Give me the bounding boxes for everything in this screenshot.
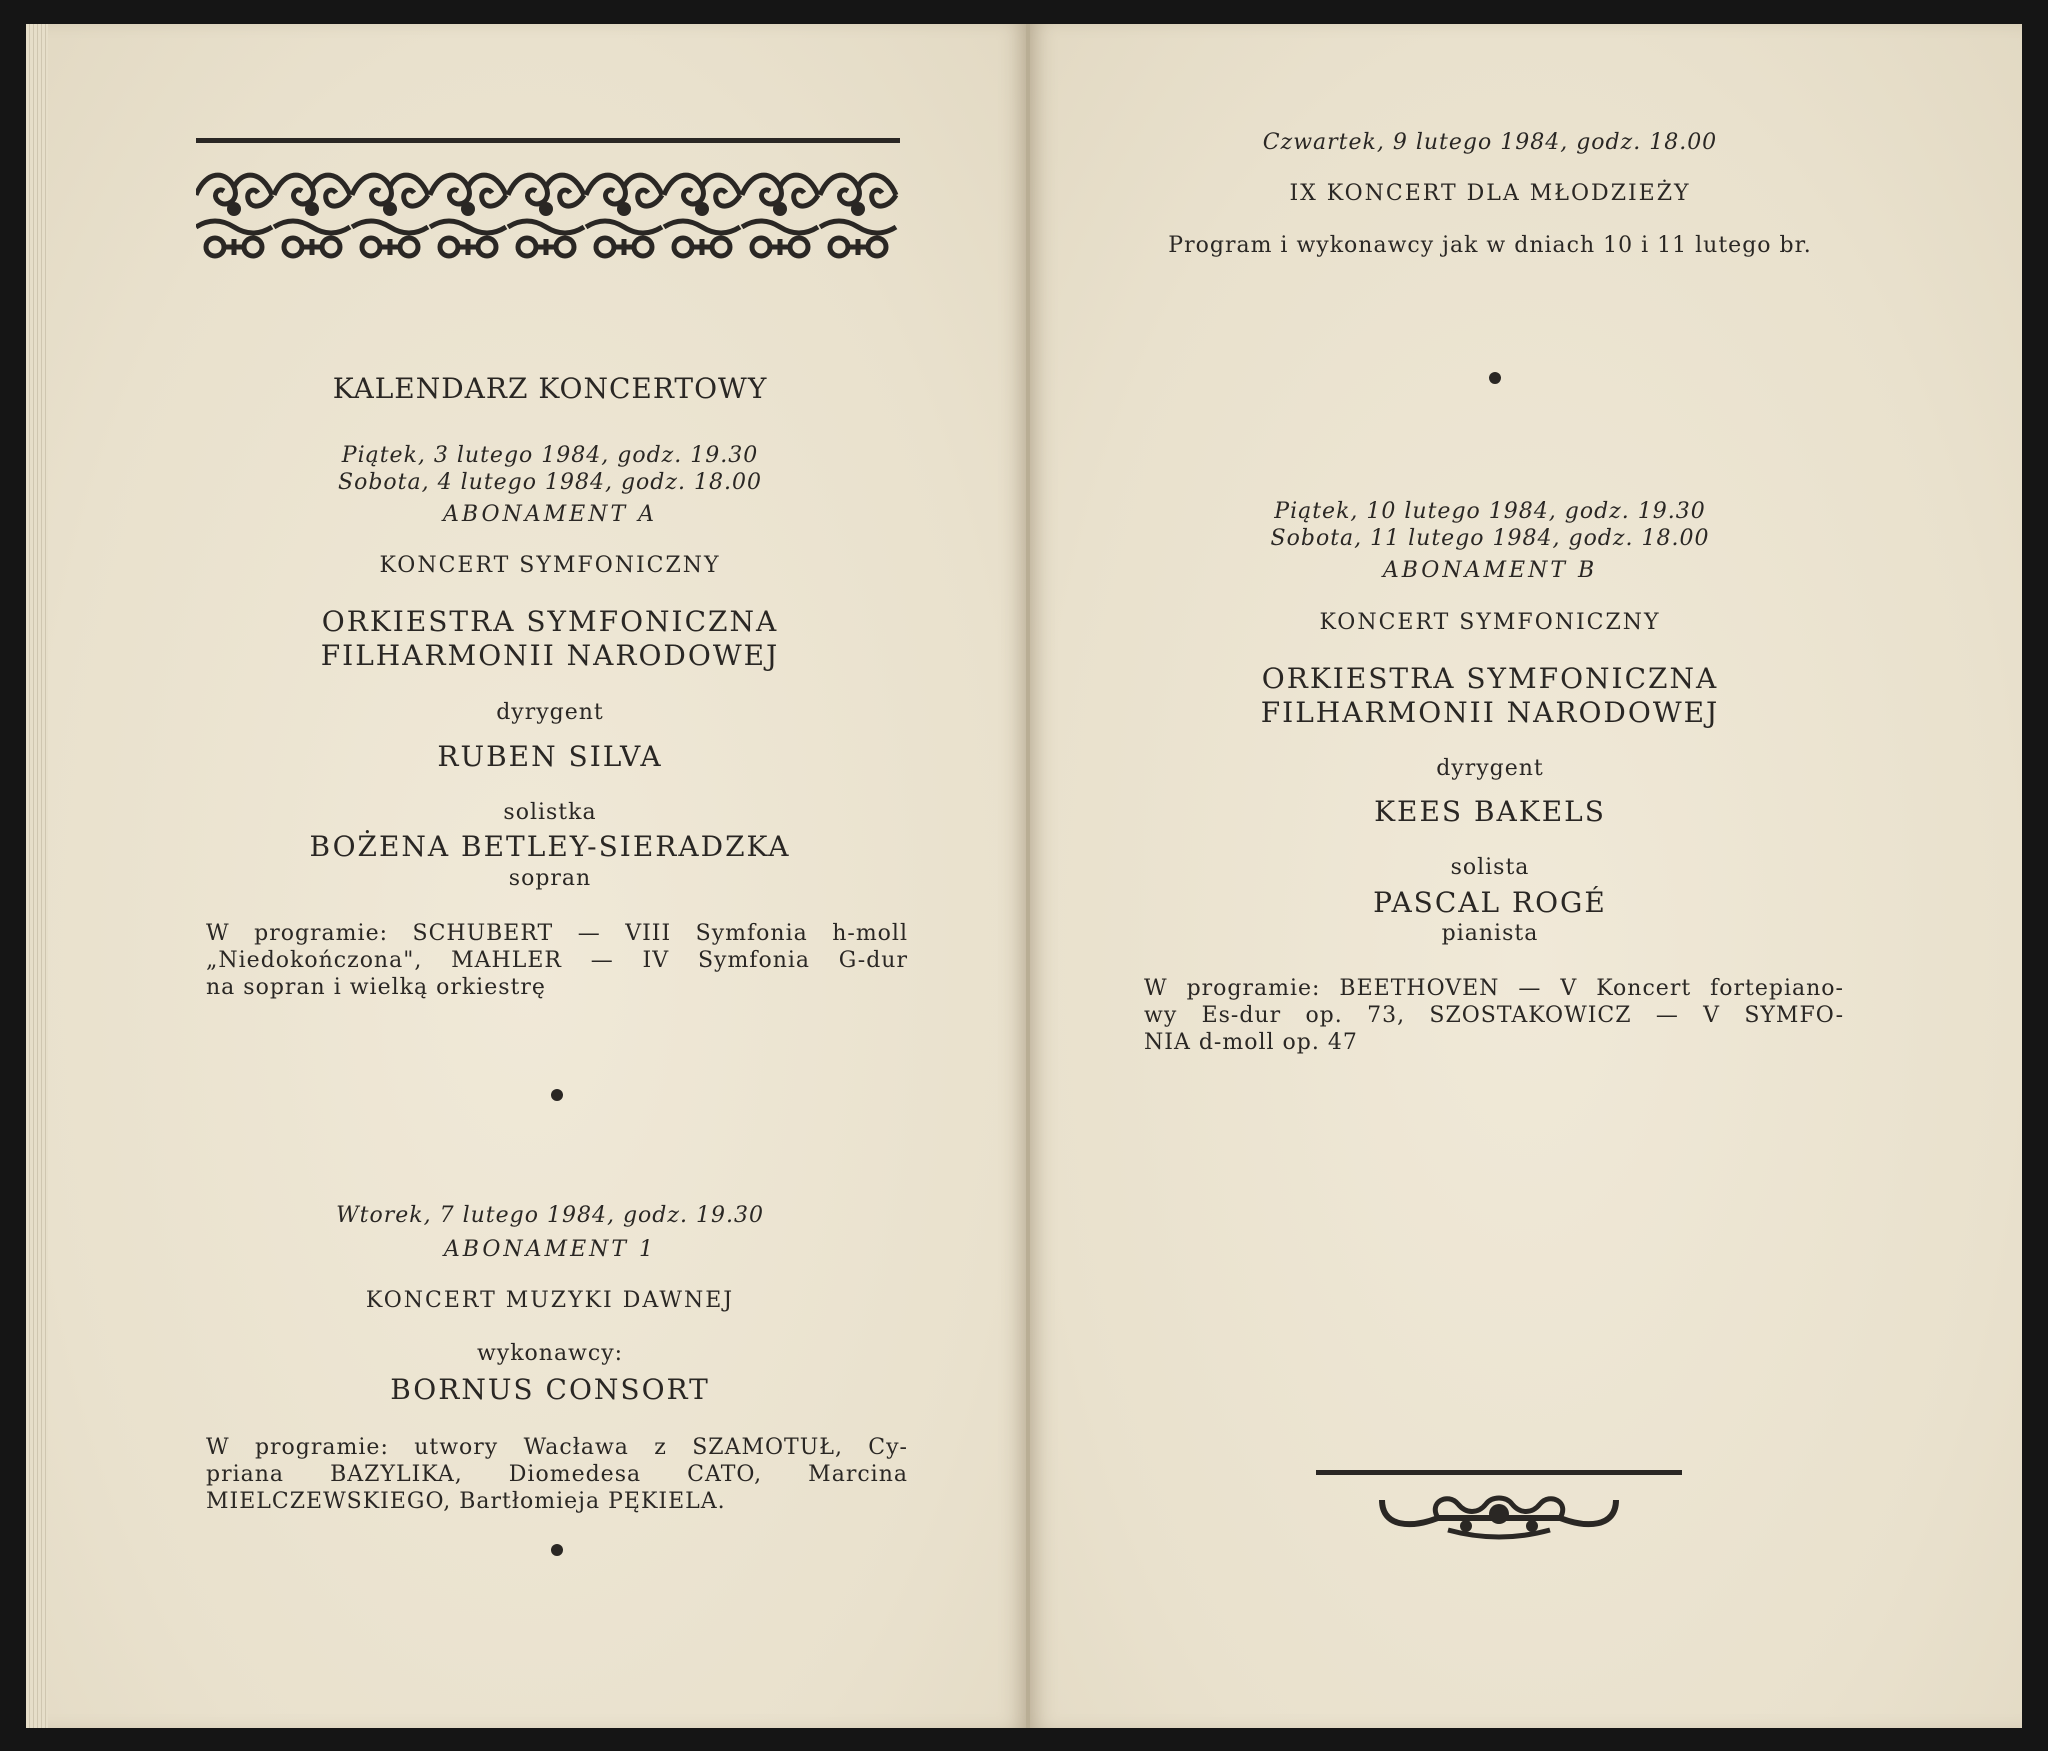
top-rule [196,138,900,143]
concert-4-subscription: ABONAMENT B [1382,558,1598,583]
page-edges [26,24,48,1728]
concert-1-orchestra-line-1: ORKIESTRA SYMFONICZNA [321,605,779,638]
concert-4-type: KONCERT SYMFONICZNY [1319,610,1661,635]
concert-4-conductor-name: KEES BAKELS [1374,795,1606,828]
concert-1-conductor-name: RUBEN SILVA [437,740,663,773]
concert-4-program-line-1: W programie: BEETHOVEN — V Koncert fortepiano- [1144,976,1844,1001]
concert-1-type: KONCERT SYMFONICZNY [379,553,721,578]
concert-4-program-line-3: NIA d-moll op. 47 [1144,1030,1358,1055]
concert-2-program-line-3: MIELCZEWSKIEGO, Bartłomieja PĘKIELA. [206,1489,726,1514]
concert-1-soloist-voice: sopran [508,866,592,891]
ornamental-border-icon [196,165,900,270]
separator-dot [551,1089,563,1101]
concert-4-orchestra-line-1: ORKIESTRA SYMFONICZNA [1261,662,1719,695]
concert-2-performers-role: wykonawcy: [476,1341,624,1366]
concert-4-date-1: Piątek, 10 lutego 1984, godz. 19.30 [1274,499,1706,524]
concert-1-program-line-1: W programie: SCHUBERT — VIII Symfonia h-moll [206,921,908,946]
concert-1-conductor-role: dyrygent [496,700,604,725]
concert-2-date: Wtorek, 7 lutego 1984, godz. 19.30 [336,1203,764,1228]
concert-4-program-line-2: wy Es-dur op. 73, SZOSTAKOWICZ — V SYMFO- [1144,1003,1844,1028]
concert-2-subscription: ABONAMENT 1 [443,1237,657,1262]
concert-4-soloist-name: PASCAL ROGÉ [1373,886,1607,919]
concert-2-program-line-2: priana BAZYLIKA, Diomedesa CATO, Marcina [206,1462,908,1487]
concert-3-title: IX KONCERT DLA MŁODZIEŻY [1289,181,1691,206]
concert-2-program-line-1: W programie: utwory Wacława z SZAMOTUŁ, Cy- [206,1435,908,1460]
concert-3-note: Program i wykonawcy jak w dniach 10 i 11 lutego br. [1168,233,1812,258]
concert-1-date-2: Sobota, 4 lutego 1984, godz. 18.00 [338,470,762,495]
concert-3-date: Czwartek, 9 lutego 1984, godz. 18.00 [1262,130,1718,155]
separator-dot [1489,372,1501,384]
concert-4-soloist-role: solista [1450,855,1530,880]
concert-1-soloist-name: BOŻENA BETLEY-SIERADZKA [309,830,791,863]
separator-dot [551,1544,563,1556]
concert-4-date-2: Sobota, 11 lutego 1984, godz. 18.00 [1270,526,1710,551]
concert-4-conductor-role: dyrygent [1436,756,1544,781]
concert-1-program-line-3: na sopran i wielką orkiestrę [206,975,546,1000]
concert-1-soloist-role: solistka [503,800,597,825]
concert-1-date-1: Piątek, 3 lutego 1984, godz. 19.30 [341,443,759,468]
bottom-rule [1316,1470,1682,1475]
concert-1-subscription: ABONAMENT A [442,502,658,527]
ornamental-tailpiece-icon [1378,1484,1620,1544]
concert-1-program-line-2: „Niedokończona", MAHLER — IV Symfonia G-dur [206,948,908,973]
concert-4-soloist-instrument: pianista [1441,921,1539,946]
concert-2-performers-name: BORNUS CONSORT [390,1373,710,1406]
concert-4-orchestra-line-2: FILHARMONII NARODOWEJ [1260,696,1720,729]
concert-1-orchestra-line-2: FILHARMONII NARODOWEJ [320,639,780,672]
calendar-title: KALENDARZ KONCERTOWY [332,372,768,405]
concert-2-type: KONCERT MUZYKI DAWNEJ [365,1288,735,1313]
